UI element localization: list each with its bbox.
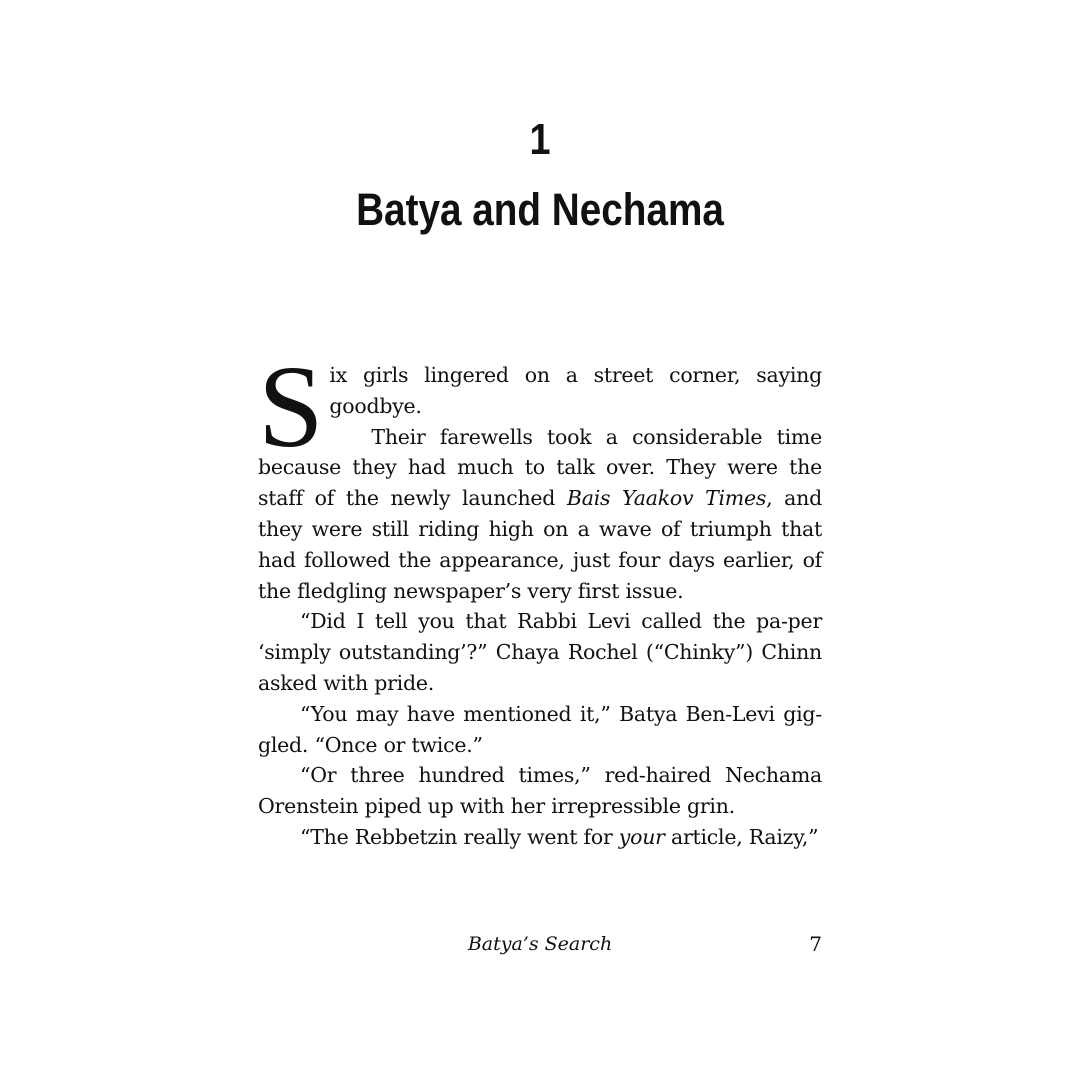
drop-cap: S <box>258 341 324 472</box>
running-footer-title: Batya’s Search <box>467 933 613 955</box>
paragraph-3: “Did I tell you that Rabbi Levi called the pa-per ‘simply outstanding’?” Chaya Rochel (“Chinky”) Chinn asked with pride. <box>258 609 822 695</box>
chapter-number: 1 <box>529 115 551 164</box>
newspaper-name: Bais Yaakov Times <box>566 486 767 511</box>
paragraph-2-text: Their farewells took a considerable time because they had much to talk over. They were the staff of the newly launched <box>258 424 822 511</box>
paragraph-6-end: article, Raizy,” <box>664 824 819 849</box>
paragraph-1-text: ix girls lingered on a street corner, saying goodbye. <box>329 363 822 418</box>
body-text <box>258 341 822 853</box>
paragraph-2-end: , and they were still riding high on a wave of triumph that had followed the appearance, just four days earlier, of the fledgling newspaper’s very first issue. <box>258 486 822 603</box>
paragraph-2 <box>258 422 822 607</box>
emphasis-your: your <box>618 824 665 849</box>
paragraph-6-text: “The Rebbetzin really went for <box>300 824 619 849</box>
paragraph-5: “Or three hundred times,” red-haired Nechama Orenstein piped up with her irrepressible grin. <box>258 763 822 819</box>
paragraph-6 <box>258 822 822 853</box>
chapter-title: Batya and Nechama <box>356 184 724 235</box>
page-number: 7 <box>809 932 822 956</box>
paragraph-4: “You may have mentioned it,” Batya Ben-Levi gig-gled. “Once or twice.” <box>258 701 822 757</box>
